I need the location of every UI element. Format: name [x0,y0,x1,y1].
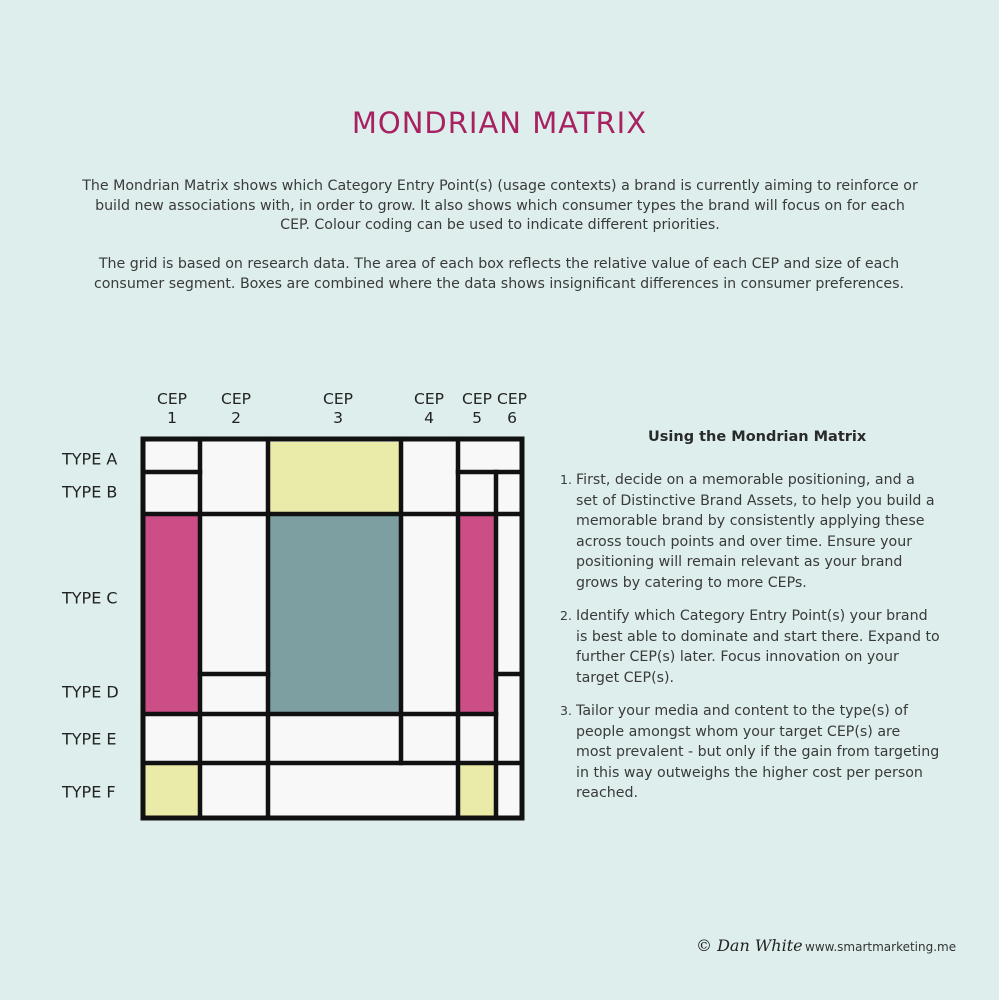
intro-paragraph-1: The Mondrian Matrix shows which Category Entry Point(s) (usage contexts) a brand is currently aiming to reinforce or build new associations with, in order to grow. It also shows which consumer types the brand will focus on for each CEP. Colour coding can be used to indicate different priorities. [82,178,918,233]
guide-title: Using the Mondrian Matrix [648,429,867,445]
block-cep3-typecd-teal [268,514,401,714]
block-cep1-typecd-pink [145,514,199,714]
column-header-top: CEP [323,390,353,408]
block-cep5-typecd-pink [458,514,496,714]
column-header-top: CEP [414,390,444,408]
copyright-signature: © Dan White [696,936,803,955]
column-header-number: 6 [507,409,517,427]
block-cep5-typef-yellow [458,763,496,816]
column-header-number: 3 [333,409,343,427]
column-header-top: CEP [462,390,492,408]
guide-steps-list [560,470,940,817]
column-header-number: 2 [231,409,241,427]
row-label-type-c: TYPE C [62,588,118,608]
website-url: www.smartmarketing.me [805,940,957,954]
guide-step [560,606,940,688]
step-number: 2. [560,608,572,623]
block-cep1-typef-yellow [145,763,199,816]
row-label-type-e: TYPE E [62,729,117,749]
guide-step [560,470,940,593]
column-header-top: CEP [157,390,187,408]
step-text: Identify which Category Entry Point(s) your brand is best able to dominate and start there. Expand to further CEP(s) later. Focus innovation on your target CEP(s). [576,608,940,686]
intro-paragraph-2: The grid is based on research data. The area of each box reflects the relative value of each CEP and size of each consumer segment. Boxes are combined where the data shows insignificant differences in consumer preferences. [93,256,905,292]
column-header-number: 5 [472,409,482,427]
column-header-top: CEP [497,390,527,408]
step-number: 3. [560,703,572,718]
page-title: MONDRIAN MATRIX [351,106,648,140]
row-label-type-f: TYPE F [62,782,116,802]
row-label-type-a: TYPE A [62,449,118,469]
row-label-type-d: TYPE D [62,682,119,702]
column-header-top: CEP [221,390,251,408]
block-cep3-typeab-yellow [268,442,401,514]
column-header-number: 4 [424,409,434,427]
guide-step [560,701,940,804]
step-text: Tailor your media and content to the type(s) of people amongst whom your target CEP(s) are most prevalent - but only if the gain from targeting in this way outweighs the higher cost per person reached. [576,703,940,801]
column-header-number: 1 [167,409,177,427]
step-number: 1. [560,472,572,487]
step-text: First, decide on a memorable positioning, and a set of Distinctive Brand Assets, to help you build a memorable brand by consistently applying these across touch points and over time. Ensure your positioning will remain relevant as your brand grows by catering to more CEPs. [576,472,935,591]
row-label-type-b: TYPE B [62,482,118,502]
